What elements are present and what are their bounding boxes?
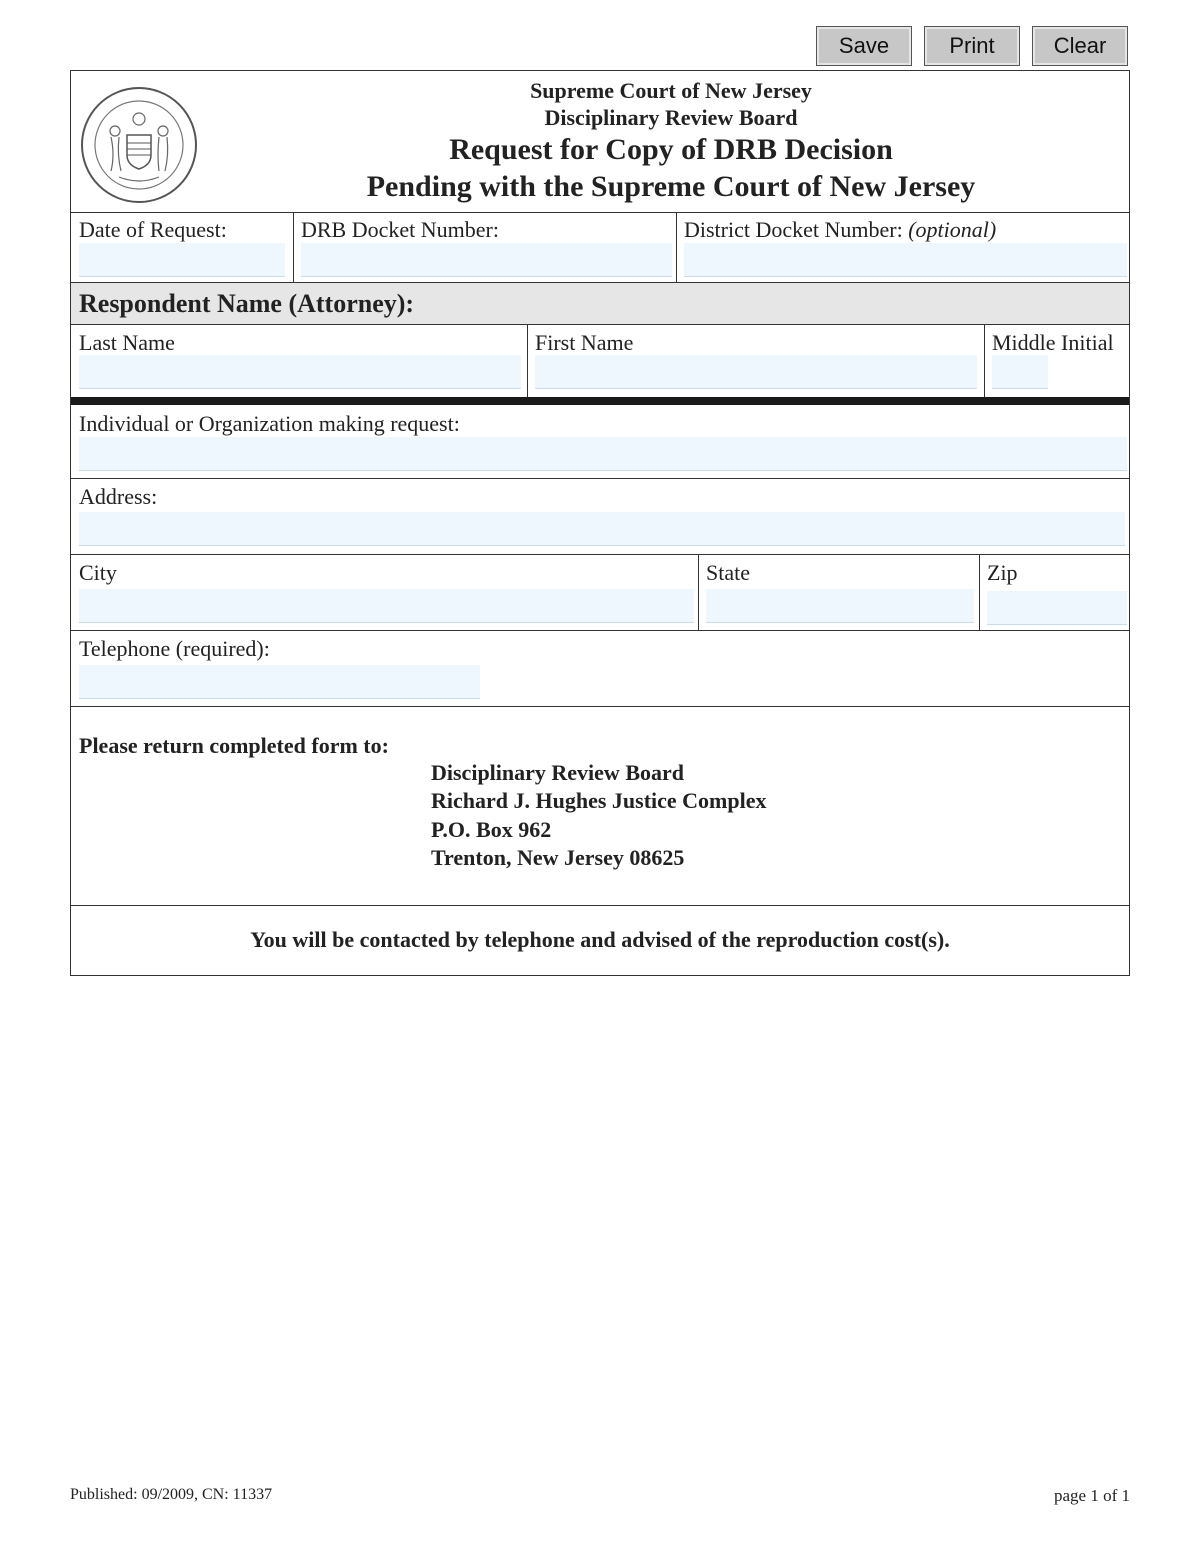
return-address-line-3: P.O. Box 962 [431, 817, 552, 842]
return-address-line-1: Disciplinary Review Board [431, 760, 684, 785]
first-name-label: First Name [535, 330, 634, 355]
section-divider [71, 397, 1129, 405]
requester-field[interactable] [79, 437, 1127, 471]
cost-notice: You will be contacted by telephone and advised of the reproduction cost(s). [250, 927, 950, 952]
telephone-field[interactable] [79, 665, 480, 699]
city-label: City [79, 560, 117, 585]
return-address-line-4: Trenton, New Jersey 08625 [431, 845, 685, 870]
page-number: page 1 of 1 [1053, 1486, 1130, 1505]
form-title: Request for Copy of DRB Decision [449, 133, 893, 166]
clear-button[interactable]: Clear [1032, 26, 1128, 66]
respondent-heading: Respondent Name (Attorney): [79, 289, 415, 318]
state-label: State [706, 560, 750, 585]
last-name-label: Last Name [79, 330, 175, 355]
print-button[interactable]: Print [924, 26, 1020, 66]
request-form [70, 70, 1130, 976]
optional-note: (optional) [908, 217, 997, 242]
zip-field[interactable] [987, 591, 1127, 625]
court-name: Supreme Court of New Jersey [530, 78, 812, 103]
published-info: Published: 09/2009, CN: 11337 [70, 1486, 273, 1503]
telephone-label: Telephone (required): [79, 636, 270, 661]
district-docket-label [684, 217, 996, 243]
address-label: Address: [79, 484, 158, 509]
last-name-field[interactable] [79, 355, 521, 389]
return-address-line-2: Richard J. Hughes Justice Complex [431, 788, 767, 813]
drb-docket-field[interactable] [301, 243, 672, 277]
court-seal-icon [79, 85, 199, 205]
date-of-request-label: Date of Request: [79, 217, 227, 242]
board-name: Disciplinary Review Board [544, 105, 798, 130]
return-heading: Please return completed form to: [79, 733, 389, 758]
save-button[interactable]: Save [816, 26, 912, 66]
district-docket-field[interactable] [684, 243, 1127, 277]
drb-docket-label: DRB Docket Number: [301, 217, 499, 242]
middle-initial-label: Middle Initial [992, 330, 1114, 355]
state-field[interactable] [706, 589, 974, 623]
first-name-field[interactable] [535, 355, 977, 389]
zip-label: Zip [987, 560, 1018, 585]
address-field[interactable] [79, 512, 1125, 546]
middle-initial-field[interactable] [992, 355, 1048, 389]
requester-label: Individual or Organization making request: [79, 411, 460, 436]
city-field[interactable] [79, 589, 694, 623]
date-of-request-field[interactable] [79, 243, 285, 277]
form-subtitle: Pending with the Supreme Court of New Jersey [366, 170, 976, 203]
district-docket-label-text: District Docket Number: [684, 217, 903, 242]
